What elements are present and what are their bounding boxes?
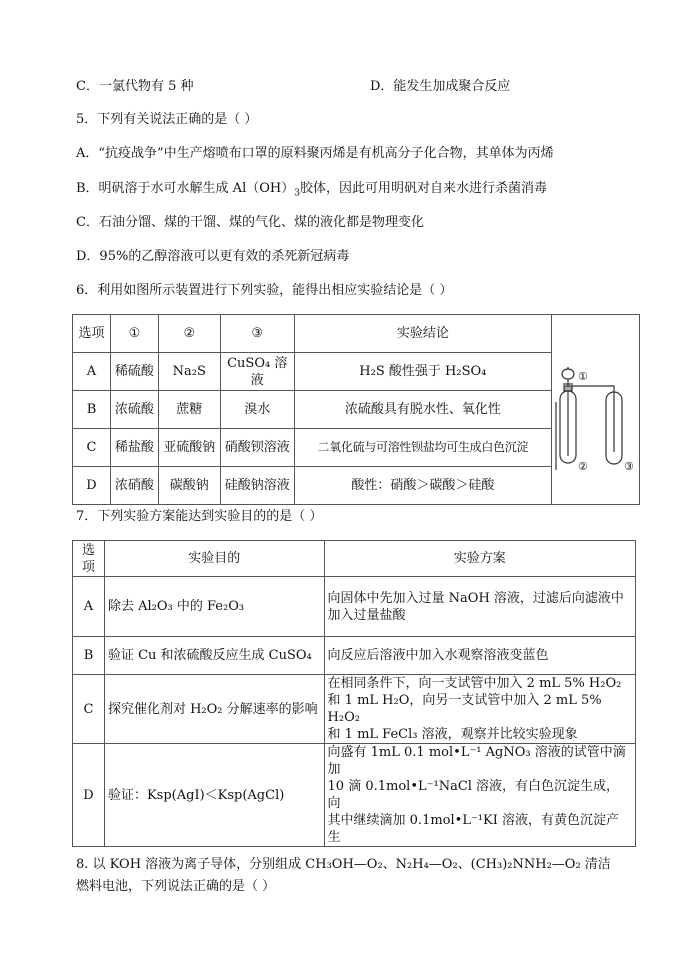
table-row [73,675,636,744]
plan-line: 和 1 mL H₂O，向另一支试管中加入 2 mL 5% H₂O₂ [327,693,602,725]
header-cell: 实验结论 [294,315,551,353]
table-header-row [73,315,640,353]
reagent-3-cell: CuSO₄ 溶液 [220,353,294,391]
plan-line: 生 [327,830,341,845]
purpose-cell: 探究催化剂对 H₂O₂ 分解速率的影响 [104,675,324,744]
reagent-1-cell: 稀硫酸 [110,353,158,391]
table-row [73,577,636,637]
plan-line: 在相同条件下，向一支试管中加入 2 mL 5% H₂O₂ [327,676,622,691]
header-cell: 实验目的 [104,541,324,577]
reagent-3-cell: 硅酸钠溶液 [220,467,294,505]
q5-option-b: B．明矾溶于水可水解生成 $Al(OH)_3$胶体，因此可用明矾对自来水进行杀菌消毒 [76,181,547,199]
apparatus-icon [552,332,638,482]
q5-option-c: C．石油分馏、煤的干馏、煤的气化、煤的液化都是物理变化 [76,215,424,230]
plan-line: 10 滴 0.1mol•L⁻¹NaCl 溶液，有白色沉淀生成，向 [327,779,620,811]
plan-line: 向盛有 1mL 0.1 mol•L⁻¹ AgNO₃ 溶液的试管中滴加 [327,745,626,777]
option-cell: B [73,391,111,429]
option-cell: D [73,467,111,505]
table-row [73,637,636,675]
header-cell: 实验方案 [324,541,635,577]
reagent-3-cell: 溴水 [220,391,294,429]
q7-table [72,540,636,847]
label-2: ② [578,460,589,473]
plan-cell [324,577,635,637]
purpose-cell: 验证：Ksp(AgI)＜Ksp(AgCl) [104,744,324,847]
reagent-2-cell: 亚硫酸钠 [158,429,220,467]
q6-table [72,314,640,505]
q5-stem: 5．下列有关说法正确的是（ ） [76,112,258,127]
reagent-2-cell: 碳酸钠 [158,467,220,505]
header-cell: ③ [220,315,294,353]
plan-cell [324,744,635,847]
q5-option-d: D．95%的乙醇溶液可以更有效的杀死新冠病毒 [76,249,350,264]
option-cell: A [73,353,111,391]
plan-line: 和 1 mL FeCl₃ 溶液，观察并比较实验现象 [327,727,578,742]
option-cell: D [73,744,105,847]
label-3: ③ [624,460,635,473]
conclusion-cell: 浓硫酸具有脱水性、氧化性 [294,391,551,429]
table-row [73,744,636,847]
option-cell: A [73,577,105,637]
reagent-2-cell: Na₂S [158,353,220,391]
option-cell: C [73,675,105,744]
reagent-1-cell: 稀盐酸 [110,429,158,467]
plan-cell [324,637,635,675]
header-cell: ① [110,315,158,353]
conclusion-cell: H₂S 酸性强于 H₂SO₄ [294,353,551,391]
q8-stem-line-2: 燃料电池，下列说法正确的是（ ） [76,879,276,894]
header-cell: ② [158,315,220,353]
q8-stem-line-1: 8. 以 KOH 溶液为离子导体，分别组成 CH₃OH—O₂、N₂H₄—O₂、(CH₃)₂NNH₂—O₂ 清洁 [76,857,611,872]
header-cell: 选项 [73,541,105,577]
q7-stem: 7．下列实验方案能达到实验目的的是（ ） [76,509,323,524]
plan-line: 向固体中先加入过量 NaOH 溶液，过滤后向滤液中 [327,590,624,606]
q4-option-c: C．一氯代物有 5 种 [76,79,194,94]
purpose-cell: 除去 Al₂O₃ 中的 Fe₂O₃ [104,577,324,637]
conclusion-cell: 二氧化硫与可溶性钡盐均可生成白色沉淀 [294,429,551,467]
q5-option-a: A．“抗疫战争”中生产熔喷布口罩的原料聚丙烯是有机高分子化合物，其单体为丙烯 [76,146,554,161]
reagent-1-cell: 浓硝酸 [110,467,158,505]
plan-cell [324,675,635,744]
header-cell: 选项 [73,315,111,353]
reagent-3-cell: 硝酸钡溶液 [220,429,294,467]
plan-line: 其中继续滴加 0.1mol•L⁻¹KI 溶液，有黄色沉淀产 [327,813,620,828]
purpose-cell: 验证 Cu 和浓硫酸反应生成 CuSO₄ [104,637,324,675]
q4-option-d: D．能发生加成聚合反应 [370,79,511,94]
plan-line: 向反应后溶液中加入水观察溶液变蓝色 [327,648,549,663]
reagent-1-cell: 浓硫酸 [110,391,158,429]
option-cell: C [73,429,111,467]
q6-stem: 6．利用如图所示装置进行下列实验，能得出相应实验结论是（ ） [76,283,453,298]
reagent-2-cell: 蔗糖 [158,391,220,429]
apparatus-figure [551,315,639,505]
label-1: ① [578,370,589,383]
plan-line: 加入过量盐酸 [327,607,406,623]
option-cell: B [73,637,105,675]
conclusion-cell: 酸性：硝酸＞碳酸＞硅酸 [294,467,551,505]
table-header-row [73,541,636,577]
